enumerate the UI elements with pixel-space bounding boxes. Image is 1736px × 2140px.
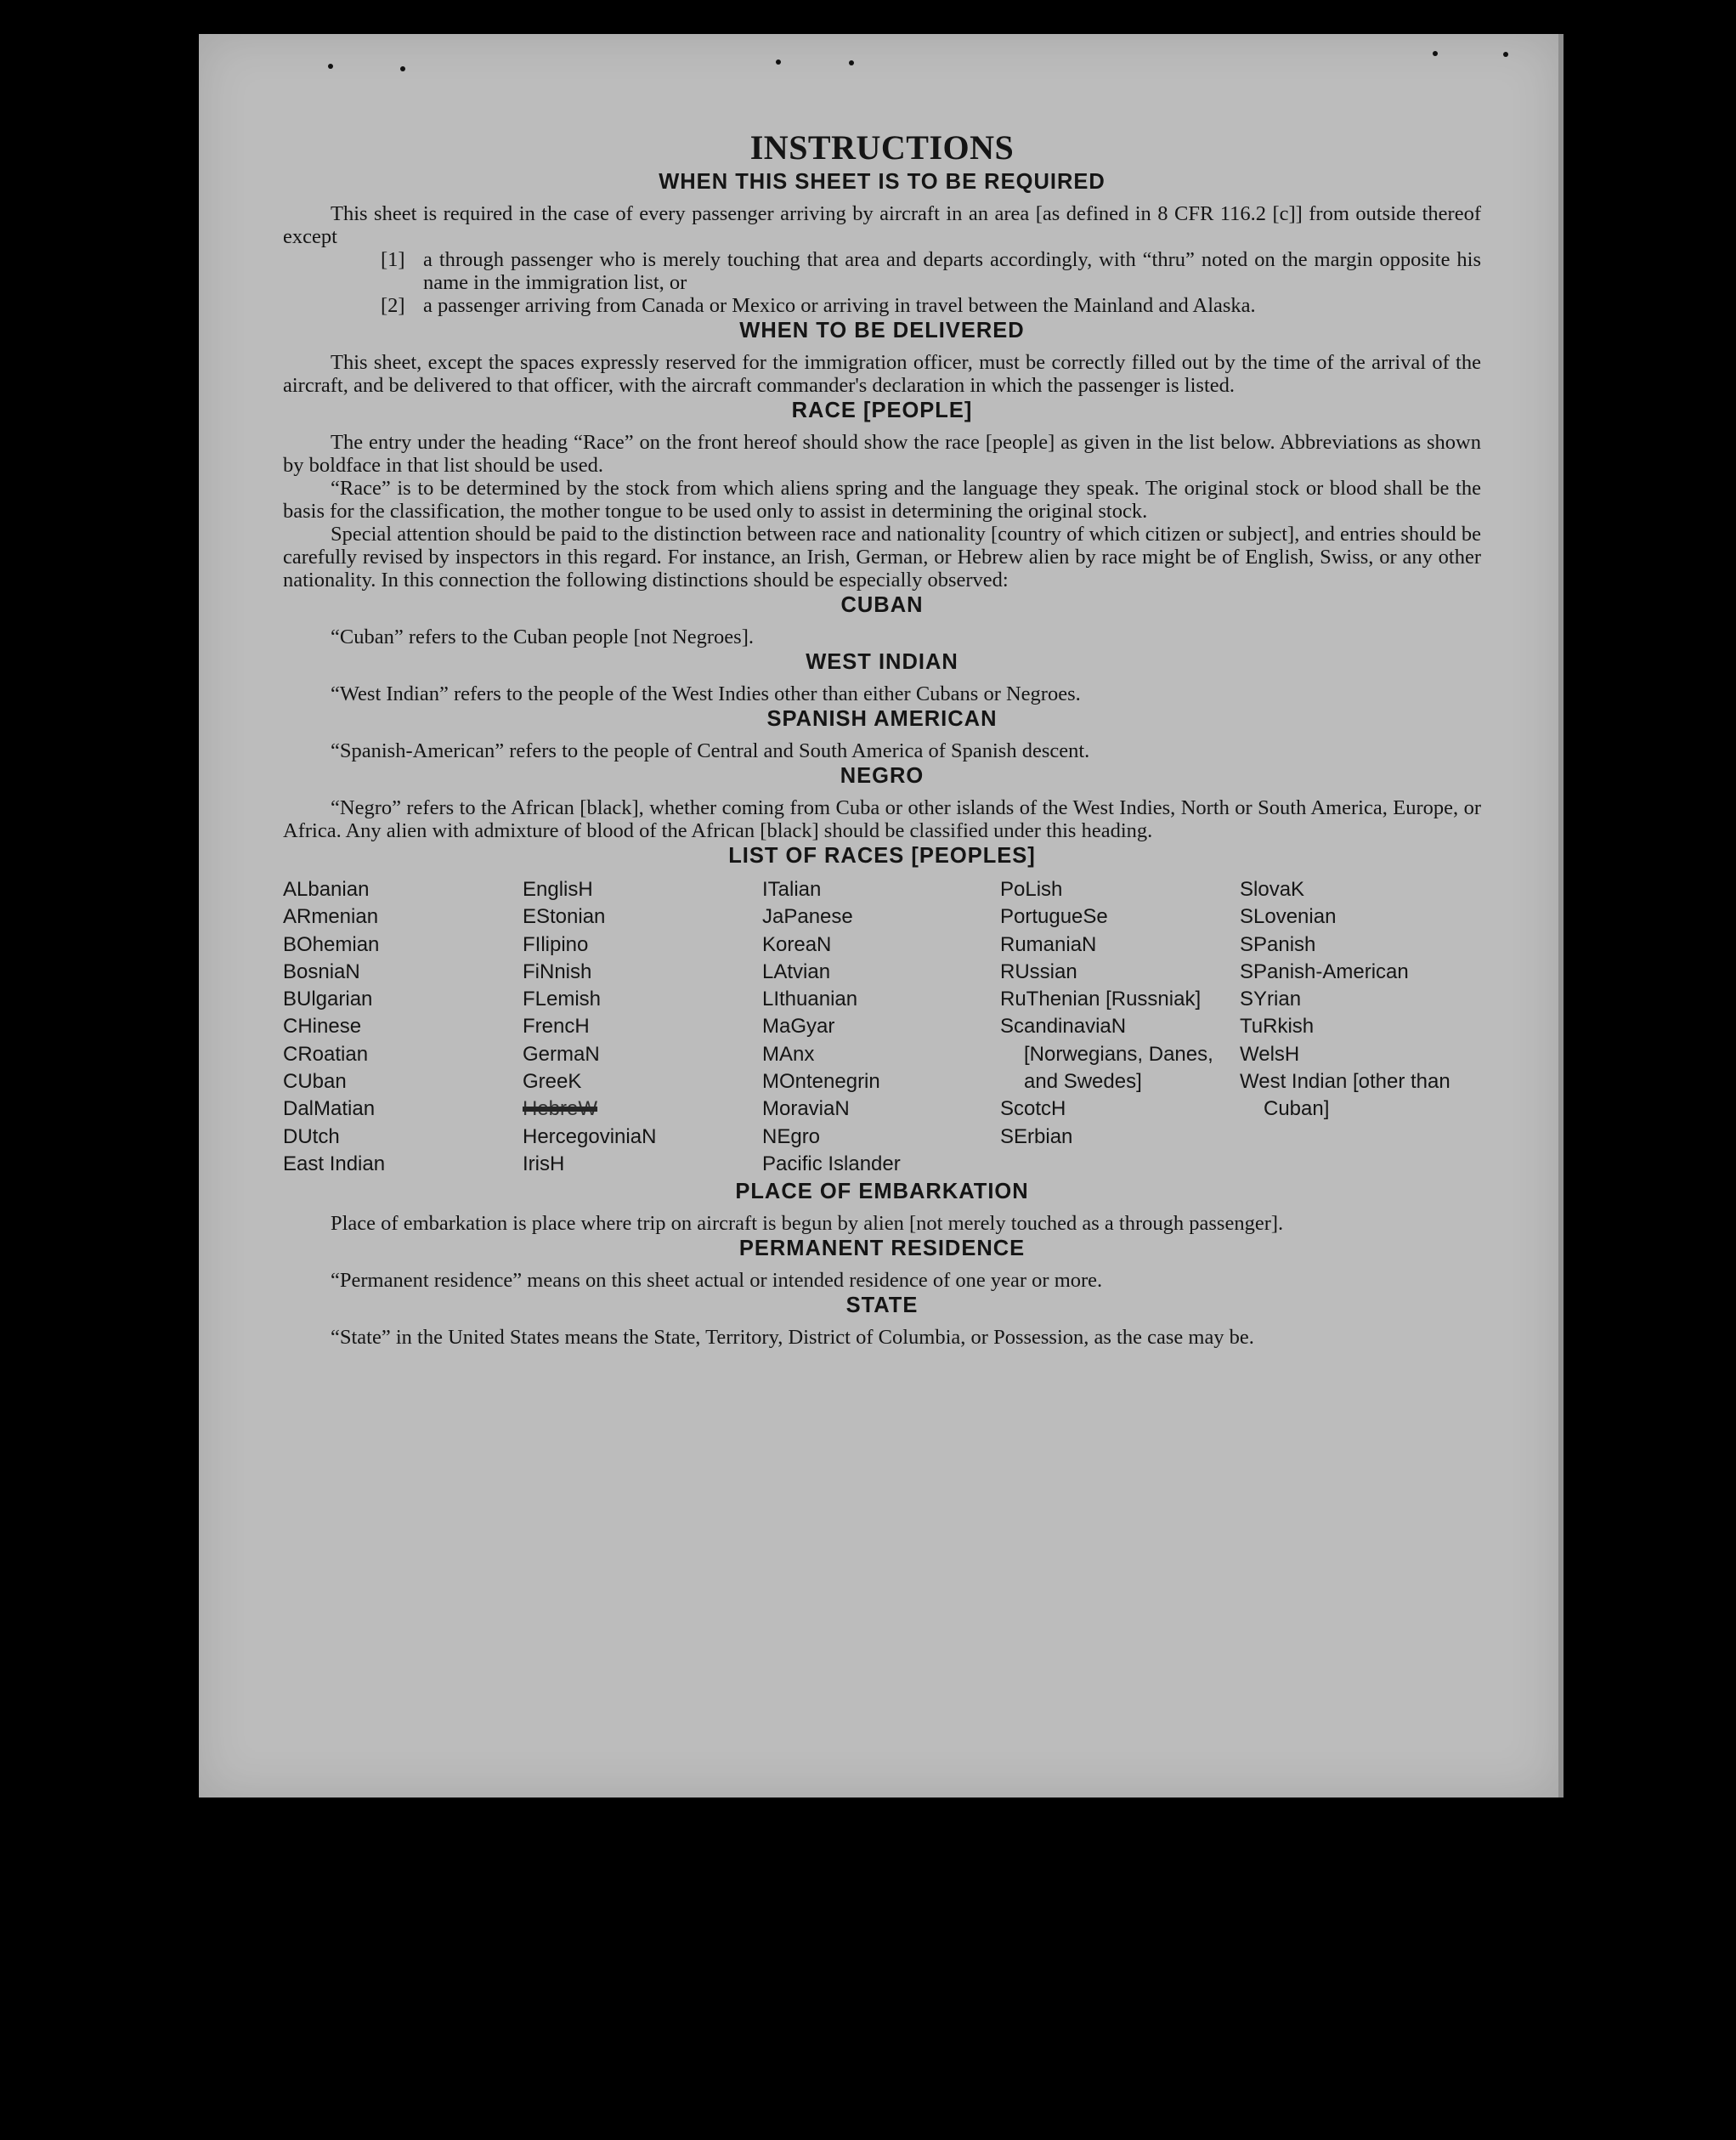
race-item: FIlipino [523, 932, 589, 956]
race-paragraph-1: The entry under the heading “Race” on the front hereof should show the race [people] as given in the list below. Abbreviations as shown by boldface in that list should be used. [283, 431, 1481, 477]
negro-text: “Negro” refers to the African [black], whether coming from Cuba or other islands of the West Indies, North or South America, Europe, or Africa. Any alien with admixture of blood of the African [black] should be classified under this heading. [283, 796, 1481, 842]
race-item: CRoatian [283, 1042, 369, 1066]
race-item: HercegoviniaN [523, 1124, 657, 1148]
race-item: LAtvian [762, 960, 831, 983]
page-edge [1558, 34, 1564, 1797]
races-column-3 [762, 876, 1000, 1178]
heading-list-of-races: LIST OF RACES [PEOPLES] [728, 844, 1036, 868]
race-item: DUtch [283, 1124, 340, 1148]
clause-1-text: a through passenger who is merely touching that area and departs accordingly, with “thru” noted on the margin opposite his name in the immigration list, or [423, 248, 1481, 294]
west-indian-text: “West Indian” refers to the people of the West Indies other than either Cubans or Negroes. [331, 682, 1081, 705]
race-item: PortugueSe [1000, 905, 1108, 929]
instructions-body [283, 127, 1481, 1349]
page-title: INSTRUCTIONS [749, 128, 1015, 167]
heading-spanish-american: SPANISH AMERICAN [766, 707, 998, 731]
delivered-text: This sheet, except the spaces expressly reserved for the immigration officer, must be correctly filled out by the time of the arrival of the aircraft, and be delivered to that officer, with the aircraft commander's declaration in which the passenger is listed. [283, 351, 1481, 397]
race-item: MOntenegrin [762, 1070, 880, 1094]
race-item: CHinese [283, 1015, 362, 1039]
race-item: RUssian [1000, 960, 1077, 983]
race-item: JaPanese [762, 905, 853, 929]
race-item: EnglisH [523, 878, 593, 901]
race-item: SlovaK [1240, 878, 1305, 901]
race-item: PoLish [1000, 878, 1063, 901]
race-item: GermaN [523, 1042, 600, 1066]
race-item: NEgro [762, 1124, 821, 1148]
race-paragraph-3: Special attention should be paid to the distinction between race and nationality [country of which citizen or subject], and entries should be carefully revised by inspectors in this regard. For instance, an Irish, German, or Hebrew alien by race might be of English, Swiss, or any other nationality. In this connection the following distinctions should be especially observed: [283, 523, 1481, 592]
race-item: ALbanian [283, 878, 370, 901]
race-item: SLovenian [1240, 905, 1337, 929]
race-item: FiNnish [523, 960, 592, 983]
race-item: SYrian [1240, 988, 1302, 1011]
race-item-redacted: HebreW [523, 1097, 598, 1121]
race-item: ITalian [762, 878, 822, 901]
heading-west-indian: WEST INDIAN [806, 650, 958, 674]
clause-2-text: a passenger arriving from Canada or Mexico or arriving in travel between the Mainland and Alaska. [423, 294, 1256, 317]
races-column-1 [283, 876, 523, 1178]
race-item: LIthuanian [762, 988, 858, 1011]
race-item: MaGyar [762, 1015, 835, 1039]
races-table [283, 876, 1481, 1178]
embarkation-text: Place of embarkation is place where trip on aircraft is begun by alien [not merely touched as a through passenger]. [331, 1212, 1284, 1236]
race-item: TuRkish [1240, 1015, 1315, 1039]
race-item: SPanish [1240, 932, 1316, 956]
race-item: East Indian [283, 1152, 386, 1175]
cuban-text: “Cuban” refers to the Cuban people [not Negroes]. [331, 626, 754, 648]
race-item: RuThenian [Russniak] [1000, 988, 1202, 1011]
speck [776, 59, 781, 65]
race-item: FLemish [523, 988, 602, 1011]
race-item: IrisH [523, 1152, 565, 1175]
race-item: MoraviaN [762, 1097, 850, 1121]
state-text: “State” in the United States means the State, Territory, District of Columbia, or Possession, as the case may be. [331, 1326, 1254, 1350]
races-column-2 [523, 876, 762, 1178]
heading-negro: NEGRO [840, 764, 925, 788]
heading-required: WHEN THIS SHEET IS TO BE REQUIRED [659, 170, 1105, 194]
clause-2-number: [2] [381, 294, 405, 317]
race-item: WelsH [1240, 1042, 1300, 1066]
race-item: RumaniaN [1000, 932, 1097, 956]
races-column-5 [1240, 876, 1481, 1178]
race-item: ScotcH [1000, 1097, 1066, 1121]
clause-2 [283, 294, 1481, 317]
race-item: CUban [283, 1070, 347, 1094]
clause-1-number: [1] [381, 248, 405, 271]
speck [328, 64, 333, 69]
heading-embarkation: PLACE OF EMBARKATION [735, 1180, 1029, 1204]
heading-permanent-residence: PERMANENT RESIDENCE [738, 1237, 1026, 1261]
permanent-residence-text: “Permanent residence” means on this sheet actual or intended residence of one year or more. [331, 1269, 1103, 1293]
race-item: DalMatian [283, 1097, 376, 1121]
race-item: West Indian [other than Cuban] [1240, 1070, 1450, 1121]
required-intro: This sheet is required in the case of every passenger arriving by aircraft in an area [as defined in 8 CFR 116.2 [c]] from outside thereof except [283, 202, 1481, 248]
race-item: ARmenian [283, 905, 379, 929]
race-item: SErbian [1000, 1124, 1073, 1148]
race-item: MAnx [762, 1042, 815, 1066]
race-item: EStonian [523, 905, 606, 929]
races-column-4 [1000, 876, 1240, 1178]
clause-1 [283, 248, 1481, 294]
heading-cuban: CUBAN [840, 593, 924, 617]
heading-race: RACE [PEOPLE] [791, 399, 973, 422]
race-item: BUlgarian [283, 988, 373, 1011]
race-item: GreeK [523, 1070, 582, 1094]
race-item: BOhemian [283, 932, 380, 956]
heading-state: STATE [845, 1294, 919, 1318]
race-item: SPanish-American [1240, 960, 1409, 983]
heading-delivered: WHEN TO BE DELIVERED [739, 319, 1025, 343]
speck [1503, 52, 1508, 57]
race-item: BosniaN [283, 960, 360, 983]
spanish-american-text: “Spanish-American” refers to the people of Central and South America of Spanish descent. [331, 739, 1090, 762]
speck [849, 60, 854, 65]
race-item: Pacific Islander [762, 1152, 901, 1175]
race-item: ScandinaviaN [Norwegians, Danes, and Swedes] [1000, 1015, 1213, 1094]
race-paragraph-2: “Race” is to be determined by the stock from which aliens spring and the language they speak. The original stock or blood shall be the basis for the classification, the mother tongue to be used only to assist in determining the original stock. [283, 477, 1481, 523]
speck [400, 66, 405, 71]
race-item: KoreaN [762, 932, 832, 956]
speck [1433, 51, 1438, 56]
race-item: FrencH [523, 1015, 590, 1039]
